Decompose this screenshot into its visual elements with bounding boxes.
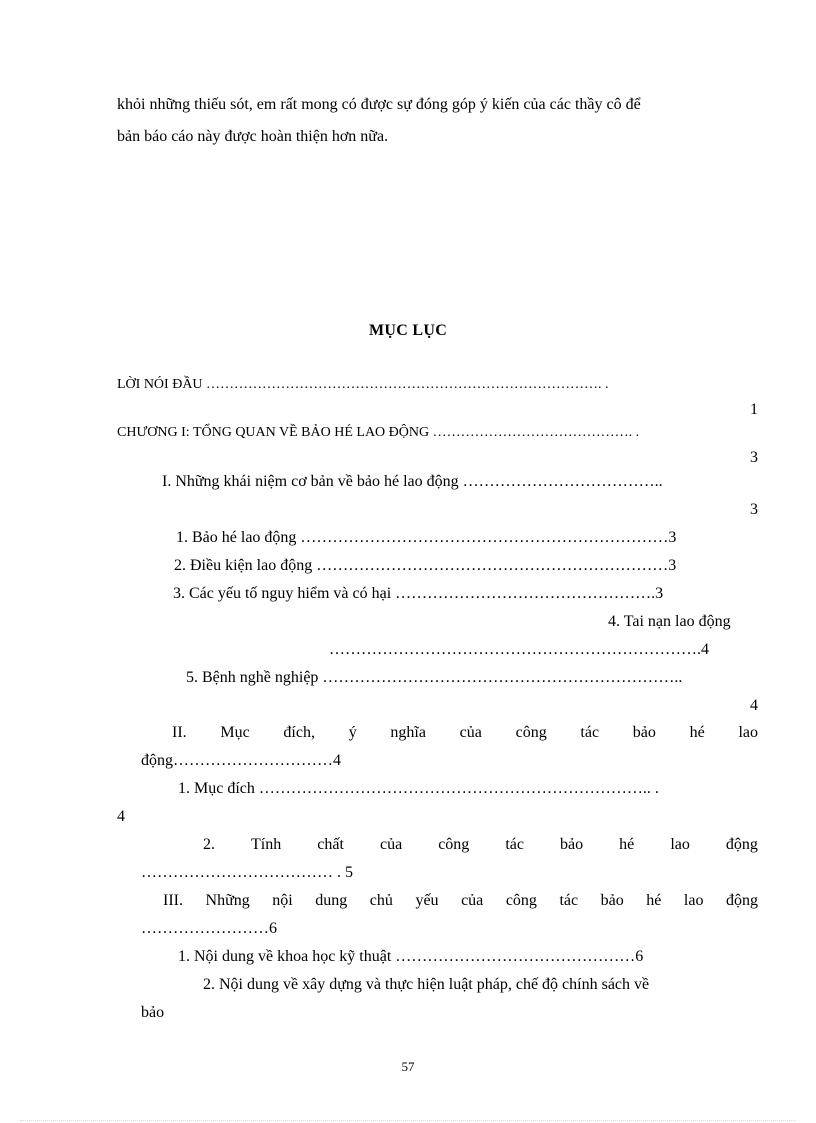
toc-word: tác — [580, 724, 600, 741]
toc-word: công — [515, 724, 547, 741]
toc-entry-page: 4 — [750, 697, 758, 714]
toc-word: lao — [683, 892, 704, 909]
toc-entry-page: 3 — [750, 449, 758, 466]
toc-word: dung — [315, 892, 348, 909]
toc-entry-section-2 — [172, 723, 758, 743]
toc-entry-loi-noi-dau: LỜI NÓI ĐẦU …………………………………………………………………………. . — [117, 377, 609, 392]
toc-word: II. — [172, 724, 187, 741]
toc-word: 2. — [203, 836, 215, 853]
toc-entry-2-2-cont: ……………………………… . 5 — [141, 864, 353, 881]
toc-word: Tính — [251, 836, 282, 853]
toc-title: MỤC LỤC — [368, 322, 448, 339]
toc-entry-1-1: 1. Bảo hé lao động ……………………………………………………………3 — [176, 529, 677, 546]
toc-word: động — [725, 836, 758, 853]
toc-word: lao — [738, 724, 758, 741]
intro-line-1: khỏi những thiếu sót, em rất mong có được sự đóng góp ý kiến của các thầy cô để — [117, 96, 641, 113]
toc-word: động — [726, 892, 758, 909]
toc-word: của — [461, 892, 484, 909]
toc-entry-section-1: I. Những khái niệm cơ bản về bảo hé lao động ……………………………….. — [162, 473, 663, 490]
toc-word: III. — [163, 892, 183, 909]
toc-entry-chuong-1: CHƯƠNG I: TỔNG QUAN VỀ BẢO HÉ LAO ĐỘNG ……………………………………. . — [117, 425, 640, 440]
toc-entry-2-2 — [203, 835, 758, 855]
toc-word: chủ — [369, 892, 393, 909]
toc-entry-1-5: 5. Bệnh nghề nghiệp ………………………………………………………….. — [186, 669, 683, 686]
toc-word: nội — [272, 892, 293, 909]
toc-entry-2-1: 1. Mục đích ……………………………………………………………….. . — [178, 780, 659, 797]
toc-word: nghĩa — [390, 724, 426, 741]
toc-entry-1-3: 3. Các yếu tố nguy hiểm và có hại ………………………………………….3 — [173, 585, 664, 602]
intro-line-2: bản báo cáo này được hoàn thiện hơn nữa. — [117, 128, 389, 145]
toc-entry-page: 4 — [117, 808, 125, 825]
toc-word: chất — [317, 836, 344, 853]
toc-word: của — [379, 836, 403, 853]
toc-word: yếu — [415, 892, 439, 909]
toc-word: Mục — [220, 724, 250, 741]
toc-word: bảo — [632, 724, 656, 741]
page-number: 57 — [401, 1059, 415, 1074]
toc-word: đích, — [283, 724, 315, 741]
toc-entry-3-1: 1. Nội dung về khoa học kỹ thuật ………………………………………6 — [178, 948, 644, 965]
toc-entry-section-3-cont: ……………………6 — [141, 920, 277, 937]
toc-entry-1-4-leader: …………………………………………………………….4 — [329, 641, 709, 658]
page-edge-divider — [20, 1120, 796, 1121]
toc-word: ý — [348, 724, 357, 741]
toc-word: hé — [689, 724, 705, 741]
toc-word: Những — [205, 892, 250, 909]
toc-word: bảo — [600, 892, 624, 909]
toc-entry-page: 1 — [750, 401, 758, 418]
toc-word: công — [438, 836, 470, 853]
toc-word: hé — [619, 836, 635, 853]
toc-word: bảo — [560, 836, 584, 853]
toc-word: lao — [670, 836, 690, 853]
toc-entry-1-4: 4. Tai nạn lao động — [608, 613, 731, 630]
toc-entry-section-2-cont: động…………………………4 — [141, 752, 341, 769]
toc-entry-3-2: 2. Nội dung về xây dựng và thực hiện luật pháp, chế độ chính sách về — [203, 976, 650, 993]
toc-entry-section-3 — [163, 891, 758, 911]
toc-word: tác — [505, 836, 524, 853]
toc-word: công — [505, 892, 537, 909]
toc-word: tác — [559, 892, 579, 909]
toc-word: của — [459, 724, 482, 741]
toc-entry-page: 3 — [750, 501, 758, 518]
toc-entry-1-2: 2. Điều kiện lao động …………………………………………………………3 — [174, 557, 677, 574]
toc-word: hé — [646, 892, 662, 909]
toc-entry-3-2-cont: bảo — [141, 1004, 165, 1021]
